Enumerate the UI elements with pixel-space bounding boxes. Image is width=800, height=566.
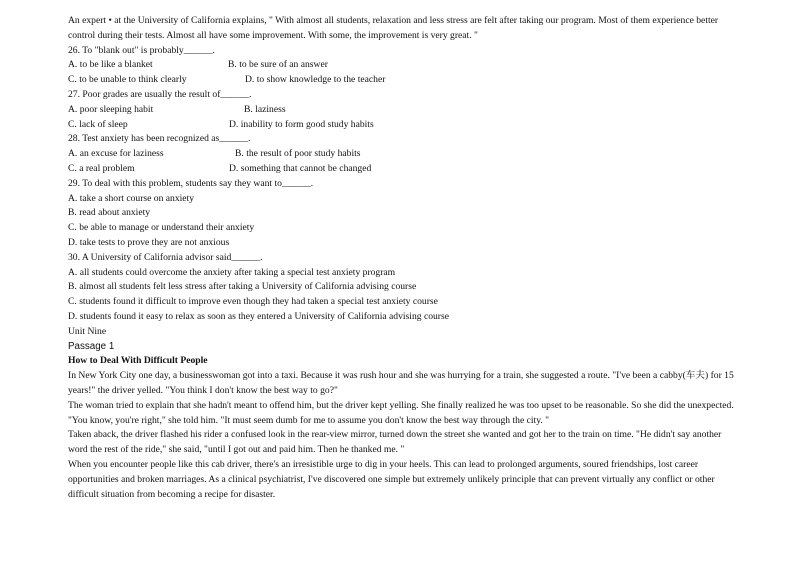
question-26-option-d: D. to show knowledge to the teacher <box>245 74 386 86</box>
question-29-option-a: A. take a short course on anxiety <box>68 192 195 204</box>
question-27-option-c: C. lack of sleep <box>68 118 128 130</box>
passage-paragraph-2: The woman tried to explain that she hadn't meant to offend him, but the driver kept yelling. She finally realized he was too upset to be reasonable. So she did the unexpected. "You know, you're right," she told him. "It must seem dumb for me to assume you don't know the best way through the city. " <box>68 399 734 426</box>
question-26-option-c: C. to be unable to think clearly <box>68 74 187 86</box>
question-26-option-a: A. to be like a blanket <box>68 59 153 71</box>
question-30-option-d: D. students found it easy to relax as soon as they entered a University of California advising course <box>68 310 449 322</box>
question-28-option-a: A. an excuse for laziness <box>68 148 164 160</box>
passage-paragraph-3: Taken aback, the driver flashed his rider a confused look in the rear-view mirror, turned down the street she wanted and got her to the train on time. "He didn't say another word the rest of the ride," she said, "until I got out and paid him. Then he thanked me. " <box>68 429 722 456</box>
question-27-stem: 27. Poor grades are usually the result of______. <box>68 88 252 100</box>
question-30-option-b: B. almost all students felt less stress after taking a University of California advising course <box>68 281 417 293</box>
passage-title: How to Deal With Difficult People <box>68 355 208 367</box>
unit-heading: Unit Nine <box>68 325 107 337</box>
question-28-stem: 28. Test anxiety has been recognized as______. <box>68 133 251 145</box>
document-content <box>68 14 740 502</box>
question-28-option-d: D. something that cannot be changed <box>229 162 372 174</box>
question-29-option-c: C. be able to manage or understand their anxiety <box>68 222 255 234</box>
question-27-option-b: B. laziness <box>244 103 286 115</box>
question-29-option-b: B. read about anxiety <box>68 207 151 219</box>
question-26-options-cd <box>68 73 740 88</box>
question-27-option-d: D. inability to form good study habits <box>229 118 374 130</box>
question-29-stem: 29. To deal with this problem, students say they want to______. <box>68 177 314 189</box>
question-30-option-c: C. students found it difficult to improve even though they had taken a special test anxiety course <box>68 296 438 308</box>
question-26-option-b: B. to be sure of an answer <box>228 59 328 71</box>
passage-heading: Passage 1 <box>68 340 115 352</box>
question-26-stem: 26. To "blank out" is probably______. <box>68 44 215 56</box>
question-26-options-ab <box>68 58 740 73</box>
question-27-options-ab <box>68 103 740 118</box>
question-30-option-a: A. all students could overcome the anxiety after taking a special test anxiety program <box>68 266 396 278</box>
passage-paragraph-4: When you encounter people like this cab driver, there's an irresistible urge to dig in your heels. This can lead to prolonged arguments, soured friendships, lost career opportunities and broken marriages. As a clinical psychiatrist, I've discovered one simple but extremely unlikely principle that can prevent virtually any conflict or other difficult situation from becoming a recipe for disaster. <box>68 458 715 500</box>
question-28-options-cd <box>68 162 740 177</box>
question-28-option-c: C. a real problem <box>68 162 135 174</box>
question-28-options-ab <box>68 147 740 162</box>
passage-paragraph-1: In New York City one day, a businesswoman got into a taxi. Because it was rush hour and she was hurrying for a train, she suggested a route. "I've been a cabby(车夫) for 15 years!" the driver yelled. "You think I don't know the best way to go?" <box>68 370 734 396</box>
intro-paragraph: An expert • at the University of California explains, " With almost all students, relaxation and less stress are felt after taking our program. Most of them experience better control during their tests. Almost all have some improvement. With some, the improvement is very great. " <box>68 15 719 41</box>
question-27-options-cd <box>68 118 740 133</box>
question-27-option-a: A. poor sleeping habit <box>68 103 154 115</box>
question-30-stem: 30. A University of California advisor said______. <box>68 251 263 263</box>
question-28-option-b: B. the result of poor study habits <box>235 148 361 160</box>
question-29-option-d: D. take tests to prove they are not anxious <box>68 236 230 248</box>
